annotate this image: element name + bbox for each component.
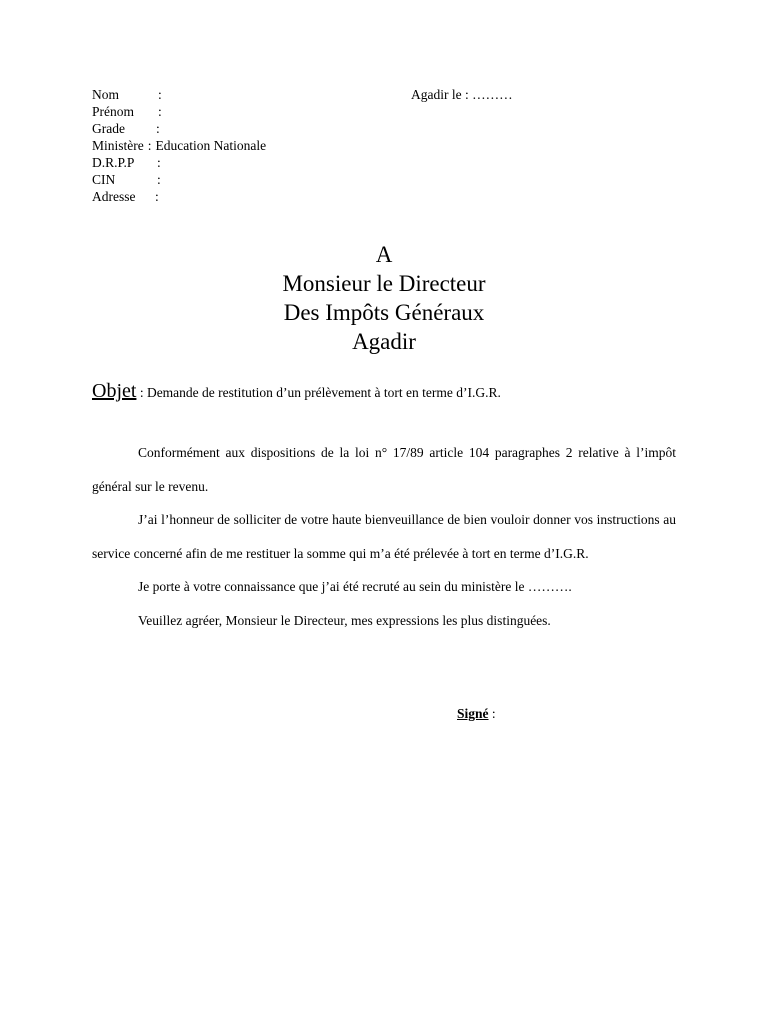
sender-row-adresse [92,188,266,205]
place-date: Agadir le : ……… [411,87,513,102]
subject-line [92,380,501,403]
signature-line [457,706,496,722]
sender-block [92,86,266,205]
sender-sep-cin: : [157,172,161,187]
sender-label-adresse: Adresse [92,189,136,204]
sender-row-grade [92,120,266,137]
sender-value-ministere: Education Nationale [155,138,267,153]
sender-label-nom: Nom [92,87,119,102]
sender-row-drpp [92,154,266,171]
letter-body [92,436,676,637]
subject-label: Objet [92,380,137,402]
sender-sep-adresse: : [155,189,159,204]
body-paragraph-1: Conformément aux dispositions de la loi n° 17/89 article 104 paragraphes 2 relative à l’impôt général sur le revenu. [92,445,676,494]
body-paragraph-3: Je porte à votre connaissance que j’ai été recruté au sein du ministère le ………. [138,579,572,594]
sender-label-ministere: Ministère [92,138,144,153]
recipient-line-city: Agadir [352,329,416,354]
body-paragraph-2: J’ai l’honneur de solliciter de votre haute bienveuillance de bien vouloir donner vos instructions au service concerné afin de me restituer la somme qui m’a été prélevée à tort en terme d’I.G.R. [92,512,676,561]
sender-row-cin [92,171,266,188]
sender-sep-drpp: : [157,155,161,170]
subject-text: : Demande de restitution d’un prélèvement à tort en terme d’I.G.R. [136,385,501,400]
recipient-line-office: Des Impôts Généraux [283,300,485,325]
signature-suffix: : [488,706,496,721]
sender-label-drpp: D.R.P.P [92,155,135,170]
recipient-line-a: A [375,242,393,267]
sender-row-ministere [92,137,266,154]
body-paragraph-4: Veuillez agréer, Monsieur le Directeur, mes expressions les plus distinguées. [138,612,551,628]
sender-label-cin: CIN [92,172,116,187]
sender-sep-grade: : [156,121,160,136]
signature-label: Signé [457,706,489,721]
sender-label-grade: Grade [92,121,125,136]
sender-row-nom [92,86,266,103]
recipient-line-title: Monsieur le Directeur [282,271,486,296]
recipient-block [0,240,768,356]
sender-sep-prenom: : [158,104,162,119]
sender-sep-nom: : [158,87,162,102]
sender-label-prenom: Prénom [92,104,134,119]
sender-sep-ministere: : [147,138,152,153]
sender-row-prenom [92,103,266,120]
